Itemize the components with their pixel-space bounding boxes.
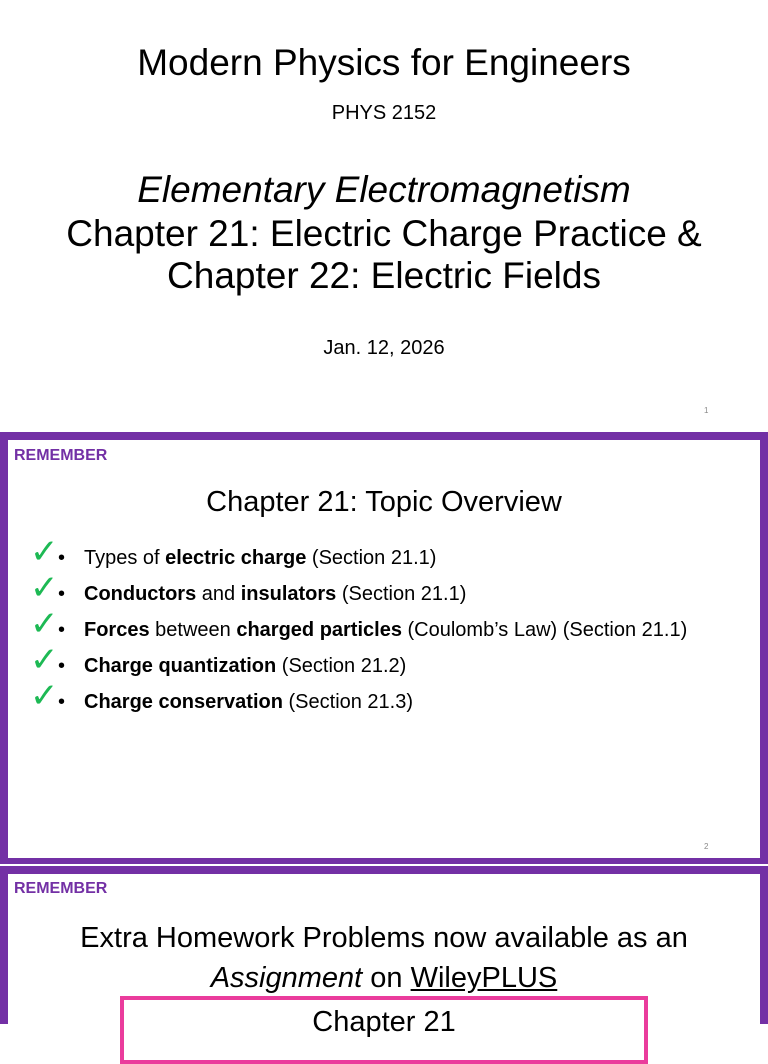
item-text: (Coulomb’s Law) (Section 21.1) [401,619,688,641]
chapter22-lead: Chapter 22: [167,255,361,296]
item-text: (Section 21.2) [276,655,407,677]
slide-homework [0,866,768,1038]
item-text: Types of [84,547,166,569]
chapter-box-label: Chapter 21 [312,1006,456,1038]
slide-heading [8,486,760,519]
course-code: PHYS 2152 [331,102,437,124]
item-bold: Forces [84,619,150,641]
list-item: ✓ • Charge conservation (Section 21.3) [30,677,414,715]
homework-line: Extra Homework Problems now available as an [80,922,688,954]
item-text [74,691,84,713]
slide-content [8,874,760,1044]
chapter-box [120,996,648,1064]
item-bold: electric charge [165,547,307,569]
heading-prefix: Chapter 21: [206,486,366,518]
remember-tag: REMEMBER [14,447,108,464]
item-text: (Section 21.3) [282,691,414,713]
item-bold: Charge quantization [84,655,277,677]
connector-text: on [362,962,411,994]
assignment-line [8,962,760,995]
remember-tag: REMEMBER [14,880,108,897]
chapter21-line [0,213,768,255]
slide-title [0,0,768,432]
subtitle: Elementary Electromagnetism [137,169,631,210]
check-icon: ✓ [30,605,59,643]
item-bold: insulators [240,583,337,605]
item-text: (Section 21.1) [306,547,437,569]
check-icon: ✓ [30,641,59,679]
assignment-word: Assignment [210,962,363,994]
slide-topic-overview [0,432,768,864]
chapter21-text: Electric Charge Practice & [259,213,702,254]
item-text: and [196,583,241,605]
chapter21-lead: Chapter 21: [66,213,260,254]
check-icon: ✓ [30,533,59,571]
lecture-date: Jan. 12, 2026 [323,337,445,359]
slide-title-heading: Modern Physics for Engineers [137,42,631,83]
list-item: ✓ • Charge quantization (Section 21.2) [30,641,407,679]
item-text: between [149,619,237,641]
chapter22-text: Electric Fields [360,255,601,296]
wileyplus-link[interactable]: WileyPLUS [410,962,558,994]
list-item: ✓ • Types of electric charge (Section 21.1) [30,533,437,571]
item-text [74,619,84,641]
item-text: (Section 21.1) [336,583,467,605]
chapter22-line [0,255,768,297]
topic-list [30,533,688,727]
slide-content [8,440,760,858]
page-number: 1 [704,406,709,415]
item-bold: Conductors [84,583,197,605]
list-item: ✓ • Forces between charged particles (Coulomb’s Law) (Section 21.1) [30,605,688,643]
page-number: 2 [704,842,709,851]
item-text [74,583,84,605]
list-item: ✓ • Conductors and insulators (Section 21.1) [30,569,467,607]
item-bold: charged particles [236,619,402,641]
check-icon: ✓ [30,569,59,607]
check-icon: ✓ [30,677,59,715]
item-bold: Charge conservation [84,691,283,713]
heading-main: Topic Overview [365,486,562,518]
item-text [74,655,84,677]
